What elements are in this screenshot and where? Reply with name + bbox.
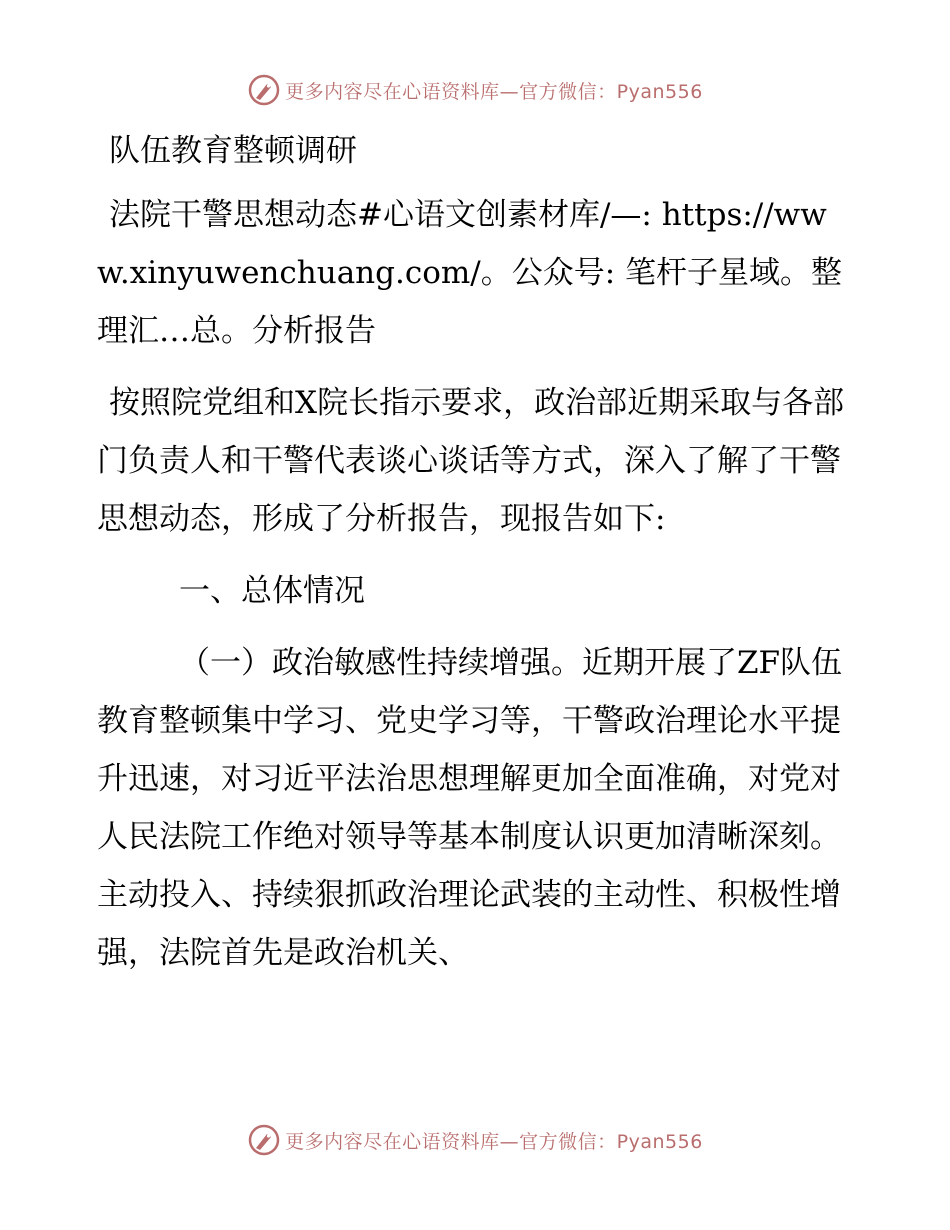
footer-watermark	[0, 1120, 950, 1160]
watermark-text: 更多内容尽在心语资料库—官方微信：Pyan556	[285, 1130, 703, 1153]
body-paragraph: （一）政治敏感性持续增强。近期开展了ZF队伍教育整顿集中学习、党史学习等，干警政治理论水平提升迅速，对习近平法治思想理解更加全面准确，对党对人民法院工作绝对领导等基本制度认识更加清晰深刻。主动投入、持续狠抓政治理论武装的主动性、积极性增强，法院首先是政治机关、	[97, 645, 843, 971]
document-body	[97, 122, 857, 982]
header-watermark	[0, 70, 950, 110]
section-heading: 一、总体情况	[179, 573, 365, 609]
watermark-text: 更多内容尽在心语资料库—官方微信：Pyan556	[285, 80, 703, 103]
document-subtitle: 法院干警思想动态#心语文创素材库/—: https://www.xinyuwenchuang.com/。公众号: 笔杆子星域。整理汇…总。分析报告	[97, 197, 842, 349]
document-title: 队伍教育整顿调研	[109, 133, 357, 169]
intro-paragraph: 按照院党组和X院长指示要求，政治部近期采取与各部门负责人和干警代表谈心谈话等方式，深入了解了干警思想动态，形成了分析报告，现报告如下:	[97, 385, 845, 537]
pen-nib-circle-icon	[247, 1123, 281, 1157]
pen-nib-circle-icon	[247, 73, 281, 107]
